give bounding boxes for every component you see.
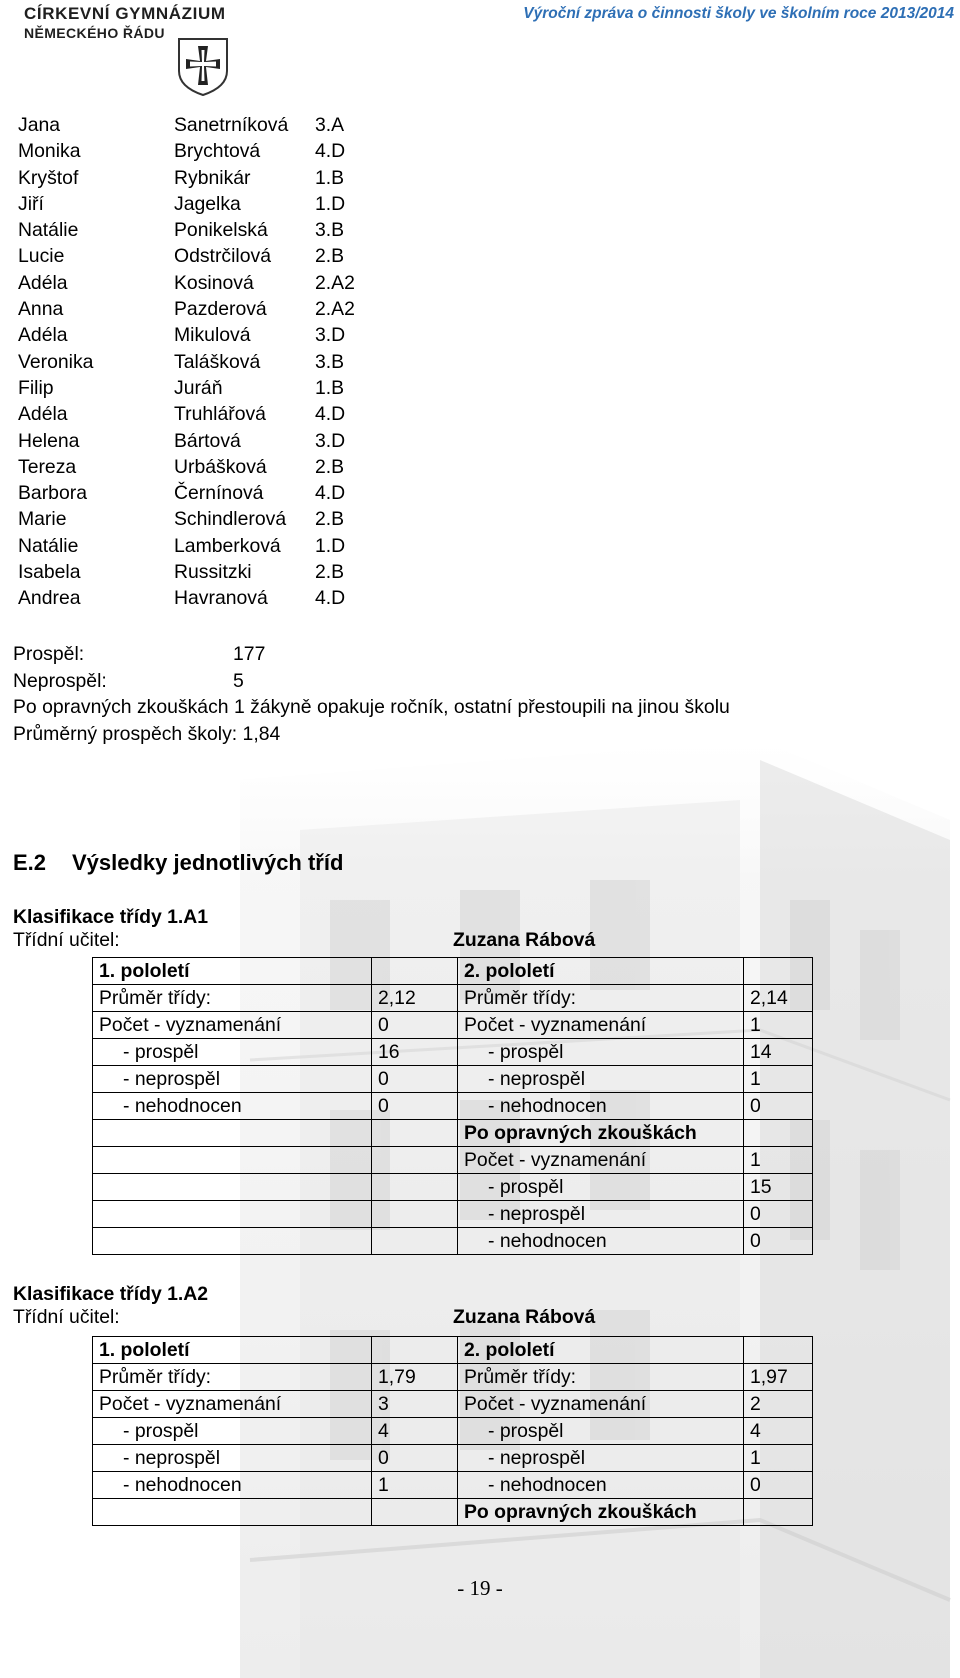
table-row: [93, 985, 813, 1012]
student-first-name: Natálie: [18, 219, 79, 242]
table-cell: [372, 1228, 458, 1255]
table-row: [93, 1147, 813, 1174]
logo-school-name: CÍRKEVNÍ GYMNÁZIUM: [24, 4, 226, 23]
table-cell: 0: [372, 1012, 458, 1039]
logo-school-subname: NĚMECKÉHO ŘÁDU: [24, 25, 165, 41]
table-cell: Počet - vyznamenání: [458, 1391, 744, 1418]
student-class: 3.D: [315, 324, 346, 347]
table-cell: 2. pololetí: [458, 1337, 744, 1364]
table-cell: 0: [744, 1201, 813, 1228]
table-cell: - prospěl: [458, 1174, 744, 1201]
list-item: [18, 375, 375, 401]
table-cell: 1. pololetí: [93, 1337, 372, 1364]
student-class: 3.B: [315, 219, 345, 242]
list-item: [18, 401, 375, 427]
table-row: [93, 1418, 813, 1445]
teacher-line: [13, 1306, 953, 1332]
table-cell: Počet - vyznamenání: [458, 1012, 744, 1039]
table-row: [93, 1499, 813, 1526]
table-cell: 2: [744, 1391, 813, 1418]
class-block-1a1: [13, 906, 953, 955]
student-first-name: Jiří: [18, 192, 44, 215]
table-cell: 2,12: [372, 985, 458, 1012]
list-item: [18, 270, 375, 296]
table-cell: [93, 1201, 372, 1228]
list-item: [18, 454, 375, 480]
school-average: Průměrný prospěch školy: 1,84: [13, 722, 281, 745]
table-cell: - neprospěl: [93, 1066, 372, 1093]
student-class: 4.D: [315, 140, 346, 163]
student-class: 2.B: [315, 508, 345, 531]
table-cell: [93, 1228, 372, 1255]
table-cell: 0: [744, 1093, 813, 1120]
student-class: 1.D: [315, 192, 346, 215]
student-last-name: Lamberková: [174, 534, 281, 557]
student-last-name: Mikulová: [174, 324, 251, 347]
table-cell: 4: [744, 1418, 813, 1445]
table-cell: Po opravných zkouškách: [458, 1499, 744, 1526]
student-list: [18, 112, 375, 612]
table-cell: 1: [744, 1445, 813, 1472]
table-cell: 14: [744, 1039, 813, 1066]
table-cell: 0: [372, 1093, 458, 1120]
student-class: 3.A: [315, 114, 345, 136]
student-class: 2.B: [315, 245, 345, 268]
student-last-name: Brychtová: [174, 140, 261, 163]
student-class: 3.B: [315, 350, 345, 373]
table-row: [93, 1472, 813, 1499]
student-class: 1.D: [315, 534, 346, 557]
list-item: [18, 112, 375, 138]
table-cell: 1: [744, 1012, 813, 1039]
passed-line: [13, 641, 730, 668]
table-cell: - nehodnocen: [458, 1472, 744, 1499]
table-row: [93, 1120, 813, 1147]
student-class: 4.D: [315, 482, 346, 505]
student-first-name: Adéla: [18, 271, 68, 294]
table-cell: [93, 1147, 372, 1174]
table-row: [93, 1337, 813, 1364]
table-cell: Po opravných zkouškách: [458, 1120, 744, 1147]
table-cell: [744, 958, 813, 985]
student-last-name: Rybnikár: [174, 166, 251, 189]
list-item: [18, 349, 375, 375]
table-cell: - neprospěl: [458, 1066, 744, 1093]
table-cell: [744, 1499, 813, 1526]
table-cell: Průměr třídy:: [458, 985, 744, 1012]
table-cell: - nehodnocen: [458, 1093, 744, 1120]
student-last-name: Odstrčilová: [174, 245, 271, 268]
student-first-name: Natálie: [18, 534, 79, 557]
student-first-name: Adéla: [18, 403, 68, 426]
student-last-name: Bártová: [174, 429, 241, 452]
table-cell: [372, 1201, 458, 1228]
table-cell: 15: [744, 1174, 813, 1201]
student-first-name: Andrea: [18, 587, 81, 610]
table-cell: [372, 1337, 458, 1364]
passed-label: Prospěl:: [13, 643, 85, 665]
table-cell: Průměr třídy:: [93, 1364, 372, 1391]
student-last-name: Truhlářová: [174, 403, 266, 426]
teacher-label: Třídní učitel:: [13, 1306, 120, 1328]
table-cell: Průměr třídy:: [458, 1364, 744, 1391]
student-first-name: Marie: [18, 508, 67, 531]
table-cell: Počet - vyznamenání: [93, 1012, 372, 1039]
table-cell: [372, 1174, 458, 1201]
table-row: [93, 1445, 813, 1472]
student-first-name: Veronika: [18, 350, 94, 373]
school-logo: [24, 4, 254, 96]
table-cell: Počet - vyznamenání: [93, 1391, 372, 1418]
list-item: [18, 138, 375, 164]
table-cell: - neprospěl: [93, 1445, 372, 1472]
table-cell: [744, 1337, 813, 1364]
table-row: [93, 1012, 813, 1039]
table-cell: 1,79: [372, 1364, 458, 1391]
table-cell: - nehodnocen: [93, 1093, 372, 1120]
table-cell: [372, 958, 458, 985]
table-cell: Průměr třídy:: [93, 985, 372, 1012]
list-item: [18, 217, 375, 243]
table-row: [93, 1039, 813, 1066]
student-class: 2.A2: [315, 298, 355, 321]
table-cell: Počet - vyznamenání: [458, 1147, 744, 1174]
list-item: [18, 533, 375, 559]
failed-line: [13, 668, 730, 695]
table-cell: - prospěl: [93, 1418, 372, 1445]
table-cell: 1. pololetí: [93, 958, 372, 985]
student-last-name: Sanetrníková: [174, 114, 289, 136]
student-first-name: Anna: [18, 298, 64, 321]
list-item: [18, 506, 375, 532]
student-last-name: Havranová: [174, 587, 268, 610]
table-cell: [372, 1499, 458, 1526]
class-block-1a2: [13, 1283, 953, 1332]
list-item: [18, 296, 375, 322]
table-cell: - neprospěl: [458, 1445, 744, 1472]
class-grades-table-1a1: [92, 957, 813, 1255]
table-row: [93, 1228, 813, 1255]
table-cell: - prospěl: [458, 1418, 744, 1445]
table-cell: 1: [372, 1472, 458, 1499]
repeat-note: Po opravných zkouškách 1 žákyně opakuje ročník, ostatní přestoupili na jinou školu: [13, 696, 730, 719]
student-last-name: Urbášková: [174, 455, 267, 478]
class-grades-table-1a2: [92, 1336, 813, 1526]
teacher-name: Zuzana Rábová: [453, 1306, 596, 1328]
table-cell: 0: [744, 1472, 813, 1499]
list-item: [18, 585, 375, 611]
table-cell: 16: [372, 1039, 458, 1066]
table-cell: 3: [372, 1391, 458, 1418]
table-cell: 2. pololetí: [458, 958, 744, 985]
student-class: 2.B: [315, 561, 345, 584]
student-class: 4.D: [315, 403, 346, 426]
student-first-name: Monika: [18, 140, 81, 163]
student-last-name: Jagelka: [174, 192, 241, 215]
table-row: [93, 1201, 813, 1228]
student-last-name: Schindlerová: [174, 508, 287, 531]
section-title: Výsledky jednotlivých tříd: [72, 850, 344, 875]
list-item: [18, 322, 375, 348]
table-cell: 0: [744, 1228, 813, 1255]
student-class: 4.D: [315, 587, 346, 610]
student-first-name: Adéla: [18, 324, 68, 347]
table-row: [93, 1066, 813, 1093]
student-first-name: Kryštof: [18, 166, 79, 189]
student-last-name: Russitzki: [174, 561, 252, 584]
student-class: 2.A2: [315, 271, 355, 294]
student-class: 1.B: [315, 376, 345, 399]
failed-label: Neprospěl:: [13, 669, 107, 692]
list-item: [18, 191, 375, 217]
student-first-name: Filip: [18, 376, 54, 399]
student-first-name: Lucie: [18, 245, 65, 268]
table-cell: - nehodnocen: [458, 1228, 744, 1255]
table-cell: - prospěl: [458, 1039, 744, 1066]
failed-value: 5: [233, 669, 244, 692]
table-row: [93, 1093, 813, 1120]
list-item: [18, 165, 375, 191]
student-class: 2.B: [315, 455, 345, 478]
class-title: Klasifikace třídy 1.A1: [13, 906, 209, 928]
page-number: - 19 -: [457, 1576, 503, 1600]
table-cell: [93, 1174, 372, 1201]
table-cell: 1: [744, 1066, 813, 1093]
table-cell: [372, 1147, 458, 1174]
teacher-name: Zuzana Rábová: [453, 929, 596, 951]
table-cell: 0: [372, 1445, 458, 1472]
student-first-name: Barbora: [18, 482, 87, 505]
student-last-name: Černínová: [174, 482, 264, 505]
student-first-name: Jana: [18, 114, 61, 136]
teacher-label: Třídní učitel:: [13, 929, 120, 951]
table-cell: [93, 1499, 372, 1526]
table-cell: [372, 1120, 458, 1147]
list-item: [18, 559, 375, 585]
table-cell: 0: [372, 1066, 458, 1093]
list-item: [18, 428, 375, 454]
table-row: [93, 1364, 813, 1391]
student-last-name: Pazderová: [174, 298, 267, 321]
table-cell: - neprospěl: [458, 1201, 744, 1228]
table-row: [93, 1391, 813, 1418]
table-cell: 2,14: [744, 985, 813, 1012]
table-cell: - nehodnocen: [93, 1472, 372, 1499]
section-heading: [13, 850, 343, 876]
student-last-name: Talášková: [174, 350, 261, 373]
report-title: Výroční zpráva o činnosti školy ve školním roce 2013/2014: [523, 5, 954, 22]
class-title: Klasifikace třídy 1.A2: [13, 1283, 209, 1305]
table-cell: [744, 1120, 813, 1147]
table-cell: - prospěl: [93, 1039, 372, 1066]
table-cell: 1: [744, 1147, 813, 1174]
student-last-name: Juráň: [174, 376, 223, 399]
student-last-name: Kosinová: [174, 271, 254, 294]
section-number: E.2: [13, 850, 47, 875]
student-class: 1.B: [315, 166, 345, 189]
student-last-name: Ponikelská: [174, 219, 268, 242]
table-cell: 1,97: [744, 1364, 813, 1391]
student-first-name: Isabela: [18, 561, 81, 584]
teutonic-cross-icon: [175, 37, 231, 97]
table-cell: 4: [372, 1418, 458, 1445]
student-first-name: Helena: [18, 429, 80, 452]
table-row: [93, 958, 813, 985]
student-first-name: Tereza: [18, 455, 77, 478]
table-row: [93, 1174, 813, 1201]
student-class: 3.D: [315, 429, 346, 452]
list-item: [18, 243, 375, 269]
list-item: [18, 480, 375, 506]
table-cell: [93, 1120, 372, 1147]
teacher-line: [13, 929, 953, 955]
passed-value: 177: [233, 643, 266, 665]
results-summary: [13, 641, 730, 747]
